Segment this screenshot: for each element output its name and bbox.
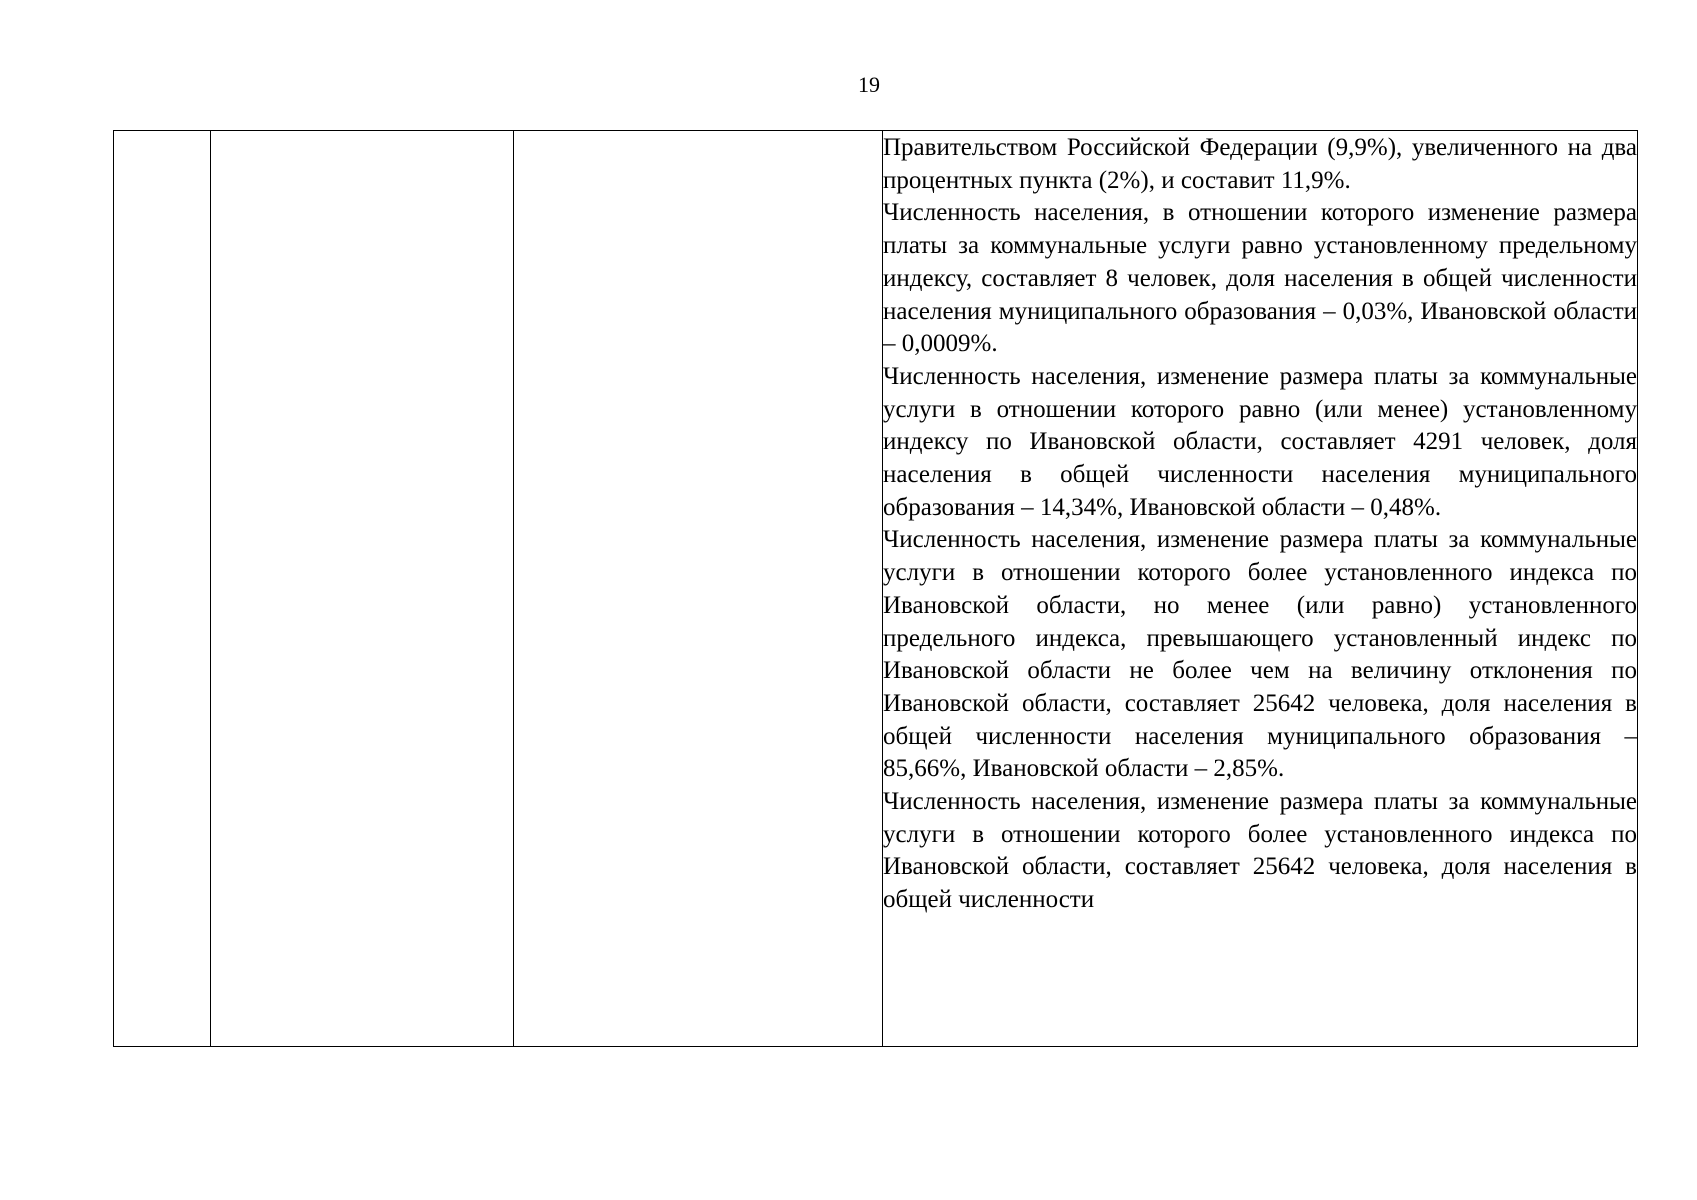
paragraph-5: Численность населения, изменение размера платы за коммунальные услуги в отношении которого более установленного индекса по Ивановской области, составляет 25642 человека, доля населения в общей численности	[883, 788, 1637, 914]
table-cell-col2	[211, 131, 514, 1047]
page-number: 19	[858, 72, 880, 97]
document-table	[113, 130, 1638, 1047]
table-cell-description	[883, 131, 1638, 1047]
table-cell-col3	[514, 131, 883, 1047]
paragraph-2: Численность населения, в отношении которого изменение размера платы за коммунальные услуги равно установленному предельному индексу, составляет 8 человек, доля населения в общей численности населения муниципального образования – 0,03%, Ивановской области – 0,0009%.	[883, 199, 1637, 358]
description-text	[883, 132, 1637, 917]
paragraph-4: Численность населения, изменение размера платы за коммунальные услуги в отношении которого более установленного индекса по Ивановской области, но менее (или равно) установленного предельного индекса, превышающего установленный индекс по Ивановской области не более чем на величину отклонения по Ивановской области, составляет 25642 человека, доля населения в общей численности населения муниципального образования – 85,66%, Ивановской области – 2,85%.	[883, 526, 1637, 783]
paragraph-1: Правительством Российской Федерации (9,9%), увеличенного на два процентных пункта (2%), и составит 11,9%.	[883, 134, 1637, 194]
table-row	[114, 131, 1638, 1047]
table-cell-col1	[114, 131, 211, 1047]
paragraph-3: Численность населения, изменение размера платы за коммунальные услуги в отношении которого равно (или менее) установленному индексу по Ивановской области, составляет 4291 человек, доля населения в общей численности населения муниципального образования – 14,34%, Ивановской области – 0,48%.	[883, 362, 1637, 521]
